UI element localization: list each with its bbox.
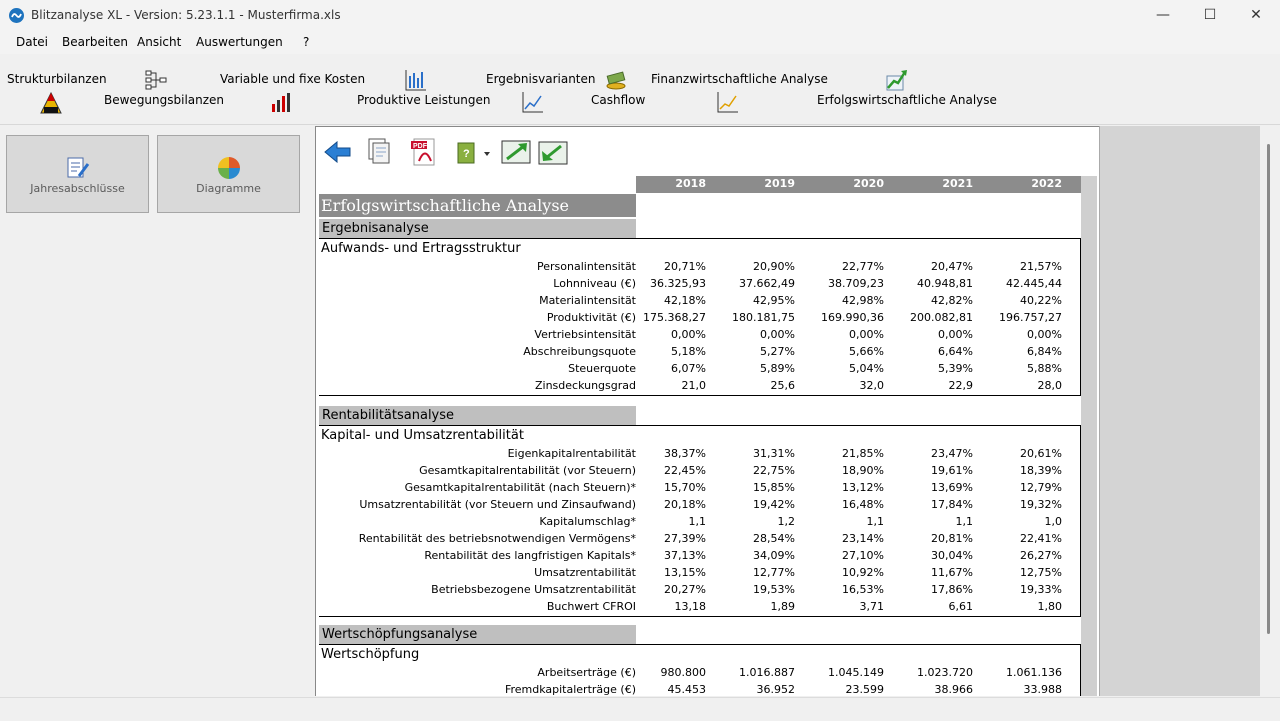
menu-auswertungen[interactable]: Auswertungen [196, 35, 283, 49]
value-cell-2020: 22,77% [842, 260, 884, 273]
value-cell-2019: 25,6 [770, 379, 795, 392]
value-cell-2018: 37,13% [664, 549, 706, 562]
value-cell-2018: 21,0 [681, 379, 706, 392]
value-cell-2018: 13,15% [664, 566, 706, 579]
pyramid-icon[interactable] [39, 91, 63, 115]
section-title-rentabilitaetsanalyse: Rentabilitätsanalyse [319, 406, 636, 425]
ribbon-toolbar [0, 56, 1280, 124]
row-label: Personalintensität [537, 260, 636, 273]
subtitle-wertschoepfung: Wertschöpfung [321, 647, 420, 662]
table-row [319, 581, 1081, 598]
value-cell-2018: 45.453 [667, 683, 706, 696]
value-cell-2018: 5,18% [671, 345, 706, 358]
row-label: Buchwert CFROI [546, 600, 636, 613]
value-cell-2018: 20,71% [664, 260, 706, 273]
table-row [319, 360, 1081, 377]
value-cell-2019: 19,42% [753, 498, 795, 511]
table-row [319, 681, 1081, 696]
value-cell-2020: 1,1 [866, 515, 884, 528]
value-cell-2019: 1,2 [777, 515, 795, 528]
bar-chart-icon[interactable] [270, 90, 294, 114]
diagramme-button[interactable] [157, 135, 300, 213]
svg-text:PDF: PDF [413, 143, 427, 150]
maximize-button[interactable]: ☐ [1203, 7, 1217, 23]
report-view [315, 126, 1099, 696]
title-bar [0, 0, 1280, 32]
table-row [319, 664, 1081, 681]
table-row [319, 564, 1081, 581]
table-row [319, 326, 1081, 343]
value-cell-2021: 20,47% [931, 260, 973, 273]
value-cell-2021: 22,9 [948, 379, 973, 392]
value-cell-2021: 1.023.720 [917, 666, 973, 679]
value-cell-2022: 40,22% [1020, 294, 1062, 307]
value-cell-2018: 20,27% [664, 583, 706, 596]
row-label: Eigenkapitalrentabilität [507, 447, 636, 460]
tree-structure-icon[interactable] [144, 68, 168, 92]
value-cell-2021: 6,64% [938, 345, 973, 358]
value-cell-2021: 13,69% [931, 481, 973, 494]
scrollbar-thumb[interactable] [1267, 144, 1270, 634]
row-label: Lohnniveau (€) [553, 277, 636, 290]
value-cell-2019: 37.662,49 [739, 277, 795, 290]
row-label: Produktivität (€) [546, 311, 636, 324]
value-cell-2020: 27,10% [842, 549, 884, 562]
toolbar-separator [0, 124, 1280, 125]
money-icon[interactable] [604, 68, 628, 92]
value-cell-2019: 28,54% [753, 532, 795, 545]
value-cell-2018: 36.325,93 [650, 277, 706, 290]
pie-chart-icon [216, 156, 242, 180]
year-2019: 2019 [764, 177, 795, 190]
value-cell-2022: 1,0 [1044, 515, 1062, 528]
value-cell-2020: 5,04% [849, 362, 884, 375]
value-cell-2022: 0,00% [1027, 328, 1062, 341]
value-cell-2019: 12,77% [753, 566, 795, 579]
table-row [319, 496, 1081, 513]
value-cell-2022: 33.988 [1023, 683, 1062, 696]
bewegungsbilanzen-button[interactable]: Bewegungsbilanzen [104, 93, 225, 107]
left-panel [0, 126, 312, 696]
value-cell-2019: 5,89% [760, 362, 795, 375]
value-cell-2022: 42.445,44 [1006, 277, 1062, 290]
app-logo-icon [9, 8, 24, 23]
value-cell-2019: 5,27% [760, 345, 795, 358]
year-2018: 2018 [675, 177, 706, 190]
svg-text:?: ? [463, 148, 470, 160]
value-cell-2019: 42,95% [753, 294, 795, 307]
value-cell-2019: 0,00% [760, 328, 795, 341]
value-cell-2022: 1,80 [1037, 600, 1062, 613]
value-cell-2018: 42,18% [664, 294, 706, 307]
value-cell-2022: 18,39% [1020, 464, 1062, 477]
value-cell-2019: 34,09% [753, 549, 795, 562]
erfolgswirtschaftliche-analyse-button[interactable]: Erfolgswirtschaftliche Analyse [817, 93, 997, 107]
table-row [319, 445, 1081, 462]
value-cell-2022: 19,33% [1020, 583, 1062, 596]
value-cell-2021: 0,00% [938, 328, 973, 341]
minimize-button[interactable]: — [1156, 7, 1170, 23]
value-cell-2018: 27,39% [664, 532, 706, 545]
value-cell-2020: 13,12% [842, 481, 884, 494]
row-label: Rentabilität des betriebsnotwendigen Vermögens* [358, 532, 636, 545]
year-2020: 2020 [853, 177, 884, 190]
line-chart-icon[interactable] [521, 90, 545, 114]
export-arrow-icon[interactable] [500, 137, 532, 167]
row-label: Arbeitserträge (€) [537, 666, 636, 679]
value-cell-2021: 200.082,81 [910, 311, 973, 324]
report-right-margin [1081, 176, 1097, 696]
value-cell-2018: 0,00% [671, 328, 706, 341]
value-cell-2018: 13,18 [674, 600, 706, 613]
value-cell-2020: 38.709,23 [828, 277, 884, 290]
back-arrow-icon[interactable] [324, 141, 352, 163]
value-cell-2018: 175.368,27 [643, 311, 706, 324]
scatter-chart-icon[interactable] [404, 68, 428, 92]
report-title: Erfolgswirtschaftliche Analyse [319, 194, 636, 217]
value-cell-2022: 20,61% [1020, 447, 1062, 460]
section-title-wertschoepfungsanalyse: Wertschöpfungsanalyse [319, 625, 636, 644]
value-cell-2018: 15,70% [664, 481, 706, 494]
table-row [319, 513, 1081, 530]
value-cell-2021: 40.948,81 [917, 277, 973, 290]
value-cell-2019: 22,75% [753, 464, 795, 477]
value-cell-2022: 26,27% [1020, 549, 1062, 562]
table-row [319, 462, 1081, 479]
value-cell-2022: 19,32% [1020, 498, 1062, 511]
vertical-scrollbar[interactable] [1260, 126, 1280, 696]
table-row [319, 377, 1081, 394]
row-label: Kapitalumschlag* [539, 515, 636, 528]
value-cell-2020: 32,0 [859, 379, 884, 392]
value-cell-2022: 6,84% [1027, 345, 1062, 358]
value-cell-2020: 16,53% [842, 583, 884, 596]
value-cell-2021: 42,82% [931, 294, 973, 307]
row-label: Fremdkapitalerträge (€) [504, 683, 636, 696]
value-cell-2019: 1.016.887 [739, 666, 795, 679]
value-cell-2022: 22,41% [1020, 532, 1062, 545]
year-2021: 2021 [942, 177, 973, 190]
close-button[interactable]: ✕ [1250, 7, 1262, 23]
cashflow-button[interactable]: Cashflow [591, 93, 646, 107]
value-cell-2020: 169.990,36 [821, 311, 884, 324]
produktive-leistungen-button[interactable]: Produktive Leistungen [357, 93, 491, 107]
table-row [319, 343, 1081, 360]
value-cell-2022: 12,75% [1020, 566, 1062, 579]
table-row [319, 309, 1081, 326]
value-cell-2018: 38,37% [664, 447, 706, 460]
value-cell-2022: 1.061.136 [1006, 666, 1062, 679]
value-cell-2020: 18,90% [842, 464, 884, 477]
value-cell-2022: 12,79% [1020, 481, 1062, 494]
row-label: Materialintensität [539, 294, 636, 307]
value-cell-2021: 11,67% [931, 566, 973, 579]
value-cell-2021: 20,81% [931, 532, 973, 545]
value-cell-2021: 5,39% [938, 362, 973, 375]
value-cell-2021: 23,47% [931, 447, 973, 460]
value-cell-2019: 36.952 [756, 683, 795, 696]
value-cell-2020: 21,85% [842, 447, 884, 460]
value-cell-2020: 5,66% [849, 345, 884, 358]
menu-datei[interactable]: Datei [16, 35, 49, 49]
table-row [319, 292, 1081, 309]
value-cell-2020: 3,71 [859, 600, 884, 613]
row-label: Abschreibungsquote [523, 345, 636, 358]
right-gray-area [1099, 126, 1260, 696]
table-row [319, 479, 1081, 496]
import-arrow-icon[interactable] [537, 139, 569, 167]
row-label: Steuerquote [568, 362, 636, 375]
subtitle-aufwands-ertragsstruktur: Aufwands- und Ertragsstruktur [321, 241, 521, 256]
value-cell-2021: 1,1 [955, 515, 973, 528]
table-row [319, 598, 1081, 615]
value-cell-2020: 0,00% [849, 328, 884, 341]
value-cell-2021: 30,04% [931, 549, 973, 562]
value-cell-2020: 1.045.149 [828, 666, 884, 679]
value-cell-2019: 1,89 [770, 600, 795, 613]
value-cell-2022: 21,57% [1020, 260, 1062, 273]
year-2022: 2022 [1031, 177, 1062, 190]
value-cell-2018: 1,1 [688, 515, 706, 528]
value-cell-2018: 980.800 [660, 666, 706, 679]
value-cell-2019: 180.181,75 [732, 311, 795, 324]
strukturbilanzen-button[interactable]: Strukturbilanzen [7, 72, 107, 86]
document-edit-icon [65, 156, 91, 180]
value-cell-2021: 17,86% [931, 583, 973, 596]
menu-bearbeiten[interactable]: Bearbeiten [62, 35, 128, 49]
menu-ansicht[interactable]: Ansicht [137, 35, 182, 49]
print-icon[interactable] [364, 137, 394, 167]
value-cell-2020: 42,98% [842, 294, 884, 307]
status-bar [0, 697, 1280, 721]
row-label: Gesamtkapitalrentabilität (vor Steuern) [419, 464, 636, 477]
menu-help[interactable]: ? [303, 35, 310, 49]
table-row [319, 275, 1081, 292]
trend-chart-icon[interactable] [716, 90, 740, 114]
value-cell-2021: 17,84% [931, 498, 973, 511]
section-title-ergebnisanalyse: Ergebnisanalyse [319, 219, 636, 238]
value-cell-2021: 19,61% [931, 464, 973, 477]
table-row [319, 258, 1081, 275]
value-cell-2020: 10,92% [842, 566, 884, 579]
value-cell-2021: 6,61 [948, 600, 973, 613]
row-label: Rentabilität des langfristigen Kapitals* [424, 549, 636, 562]
ergebnisvarianten-button[interactable]: Ergebnisvarianten [486, 72, 596, 86]
variable-fixe-kosten-button[interactable]: Variable und fixe Kosten [220, 72, 366, 86]
value-cell-2018: 22,45% [664, 464, 706, 477]
value-cell-2020: 23,14% [842, 532, 884, 545]
value-cell-2022: 28,0 [1037, 379, 1062, 392]
table-row [319, 530, 1081, 547]
row-label: Betriebsbezogene Umsatzrentabilität [431, 583, 636, 596]
row-label: Vertriebsintensität [534, 328, 636, 341]
finanzwirtschaftliche-analyse-button[interactable]: Finanzwirtschaftliche Analyse [651, 72, 828, 86]
year-header [636, 176, 1081, 193]
row-label: Umsatzrentabilität (vor Steuern und Zinsaufwand) [359, 498, 636, 511]
value-cell-2020: 23.599 [845, 683, 884, 696]
table-row [319, 547, 1081, 564]
value-cell-2019: 20,90% [753, 260, 795, 273]
jahresabschluesse-label: Jahresabschlüsse [30, 182, 125, 195]
value-cell-2021: 38.966 [934, 683, 973, 696]
row-label: Gesamtkapitalrentabilität (nach Steuern)* [404, 481, 636, 494]
menu-bar [0, 32, 1280, 54]
jahresabschluesse-button[interactable] [6, 135, 149, 213]
row-label: Umsatzrentabilität [534, 566, 636, 579]
value-cell-2022: 196.757,27 [999, 311, 1062, 324]
value-cell-2019: 31,31% [753, 447, 795, 460]
growth-chart-icon[interactable] [884, 68, 908, 92]
value-cell-2018: 6,07% [671, 362, 706, 375]
diagramme-label: Diagramme [196, 182, 261, 195]
pdf-export-icon[interactable] [409, 137, 439, 167]
value-cell-2018: 20,18% [664, 498, 706, 511]
value-cell-2019: 15,85% [753, 481, 795, 494]
help-book-dropdown-icon[interactable] [456, 139, 492, 167]
value-cell-2020: 16,48% [842, 498, 884, 511]
subtitle-kapital-umsatzrentabilitaet: Kapital- und Umsatzrentabilität [321, 428, 524, 443]
window-title: Blitzanalyse XL - Version: 5.23.1.1 - Musterfirma.xls [31, 8, 341, 22]
value-cell-2022: 5,88% [1027, 362, 1062, 375]
value-cell-2019: 19,53% [753, 583, 795, 596]
row-label: Zinsdeckungsgrad [534, 379, 636, 392]
